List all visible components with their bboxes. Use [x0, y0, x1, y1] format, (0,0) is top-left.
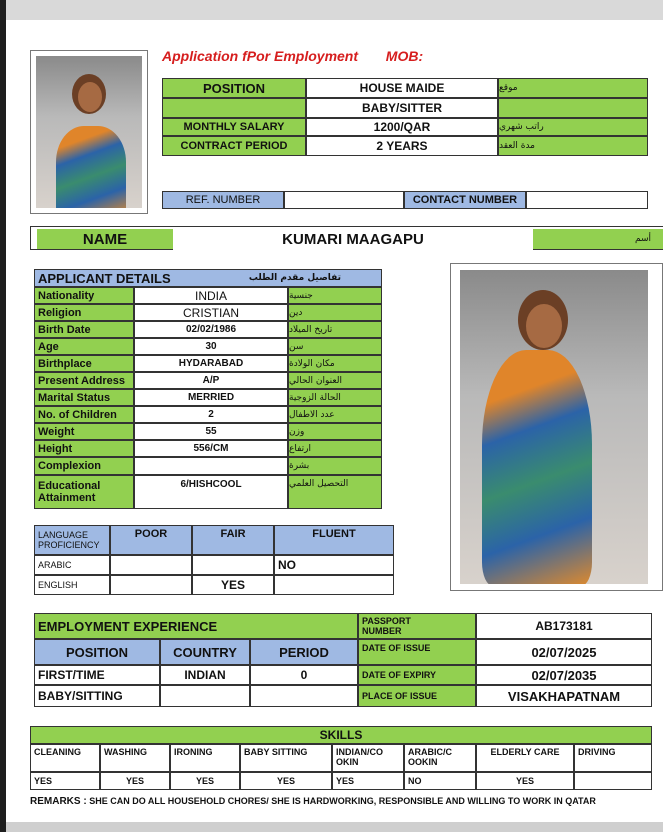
expiry-date-value: 02/07/2035 [476, 665, 652, 685]
applicant-field-value: 2 [134, 406, 288, 423]
applicant-field-label: Birth Date [34, 321, 134, 338]
issue-date-label: DATE OF ISSUE [358, 639, 476, 665]
title-text: Application fPor Employment [162, 48, 359, 64]
place-of-issue-value: VISAKHAPATNAM [476, 685, 652, 707]
skill-value: NO [404, 772, 476, 790]
applicant-field-arabic: جنسية [288, 287, 382, 304]
salary-arabic: راتب شهري [498, 118, 648, 136]
applicant-field-arabic: الحالة الزوجية [288, 389, 382, 406]
ref-number-value [284, 191, 404, 209]
applicant-field-value: HYDARABAD [134, 355, 288, 372]
skill-name-line-1: ELDERLY CARE [490, 747, 560, 757]
applicant-field-value: INDIA [134, 287, 288, 304]
arabic-fluent: NO [274, 555, 394, 575]
skill-name [404, 744, 476, 772]
skill-value [574, 772, 652, 790]
employment-row-2-period [250, 685, 358, 707]
name-label: NAME [37, 229, 173, 249]
skill-name [476, 744, 574, 772]
position-value: HOUSE MAIDE [306, 78, 498, 98]
position-arabic: موقع [498, 78, 648, 98]
applicant-field-arabic: سن [288, 338, 382, 355]
contract-arabic: مدة العقد [498, 136, 648, 156]
applicant-field-arabic: ارتفاع [288, 440, 382, 457]
passport-number-label [358, 613, 476, 639]
language-poor-header: POOR [110, 525, 192, 555]
remarks [30, 796, 596, 807]
expiry-date-label: DATE OF EXPIRY [358, 665, 476, 685]
applicant-field-arabic: عدد الاطفال [288, 406, 382, 423]
employment-title: EMPLOYMENT EXPERIENCE [34, 613, 358, 639]
contact-number-value [526, 191, 648, 209]
english-fair: YES [192, 575, 274, 595]
position-value-2: BABY/SITTER [306, 98, 498, 118]
position-arabic-2 [498, 98, 648, 118]
applicant-field-value: 02/02/1986 [134, 321, 288, 338]
applicant-field-value: 30 [134, 338, 288, 355]
application-title [162, 48, 423, 64]
name-value: KUMARI MAAGAPU [173, 228, 533, 250]
position-label: POSITION [162, 78, 306, 98]
employment-position-header: POSITION [34, 639, 160, 665]
applicant-field-arabic: وزن [288, 423, 382, 440]
language-arabic: ARABIC [34, 555, 110, 575]
passport-number-value: AB173181 [476, 613, 652, 639]
applicant-field-value: 55 [134, 423, 288, 440]
contact-number-label: CONTACT NUMBER [404, 191, 526, 209]
passport-label-1: PASSPORT [362, 616, 411, 626]
applicant-field-label: Birthplace [34, 355, 134, 372]
skill-name-line-1: BABY SITTING [244, 747, 308, 757]
skill-name [30, 744, 100, 772]
applicant-field-label: Height [34, 440, 134, 457]
applicant-field-arabic: مكان الولادة [288, 355, 382, 372]
arabic-fair [192, 555, 274, 575]
applicant-field-value: MERRIED [134, 389, 288, 406]
remarks-text: SHE CAN DO ALL HOUSEHOLD CHORES/ SHE IS HARDWORKING, RESPONSIBLE AND WILLING TO WORK IN QATAR [89, 796, 596, 806]
skill-name [240, 744, 332, 772]
contract-label: CONTRACT PERIOD [162, 136, 306, 156]
employment-country-header: COUNTRY [160, 639, 250, 665]
place-of-issue-label: PLACE OF ISSUE [358, 685, 476, 707]
skill-name [100, 744, 170, 772]
education-value: 6/HISHCOOL [134, 475, 288, 509]
skill-name-line-1: INDIAN/CO [336, 747, 383, 757]
skill-name-line-1: CLEANING [34, 747, 81, 757]
english-poor [110, 575, 192, 595]
ref-number-label: REF. NUMBER [162, 191, 284, 209]
applicant-field-value: A/P [134, 372, 288, 389]
skill-value: YES [170, 772, 240, 790]
applicant-title-text: APPLICANT DETAILS [38, 270, 171, 286]
skill-name [170, 744, 240, 772]
language-english: ENGLISH [34, 575, 110, 595]
employment-row-2-position: BABY/SITTING [34, 685, 160, 707]
applicant-field-value: CRISTIAN [134, 304, 288, 321]
english-fluent [274, 575, 394, 595]
name-arabic: أسم [623, 229, 663, 249]
skill-value: YES [240, 772, 332, 790]
applicant-field-arabic: تاريخ الميلاد [288, 321, 382, 338]
skill-value: YES [100, 772, 170, 790]
employment-row-1-country: INDIAN [160, 665, 250, 685]
language-label-2: PROFICIENCY [38, 540, 100, 550]
applicant-field-label: Complexion [34, 457, 134, 475]
applicant-field-label: Weight [34, 423, 134, 440]
salary-value: 1200/QAR [306, 118, 498, 136]
top-edge [6, 0, 663, 20]
applicant-photo-large [450, 263, 663, 591]
skill-name-line-1: ARABIC/C [408, 747, 452, 757]
language-fluent-header: FLUENT [274, 525, 394, 555]
contract-value: 2 YEARS [306, 136, 498, 156]
passport-label-2: NUMBER [362, 626, 402, 636]
skill-name-line-1: IRONING [174, 747, 213, 757]
language-header-label [34, 525, 110, 555]
position-label-2 [162, 98, 306, 118]
applicant-field-arabic: بشرة [288, 457, 382, 475]
skill-name-line-2: OKIN [336, 757, 359, 767]
language-fair-header: FAIR [192, 525, 274, 555]
applicant-field-label: Religion [34, 304, 134, 321]
employment-row-1-period: 0 [250, 665, 358, 685]
salary-label: MONTHLY SALARY [162, 118, 306, 136]
employment-row-2-country [160, 685, 250, 707]
education-arabic: التحصيل العلمي [288, 475, 382, 509]
applicant-field-arabic: العنوان الحالي [288, 372, 382, 389]
applicant-photo-small [30, 50, 148, 214]
issue-date-value: 02/07/2025 [476, 639, 652, 665]
arabic-poor [110, 555, 192, 575]
skill-name [332, 744, 404, 772]
employment-row-1-position: FIRST/TIME [34, 665, 160, 685]
name-row [30, 226, 663, 250]
remarks-label: REMARKS : [30, 796, 87, 807]
screen-edge [0, 0, 6, 832]
applicant-title-arabic: تفاصيل مقدم الطلب [248, 273, 341, 283]
applicant-details-title [34, 269, 382, 287]
skill-name-line-1: DRIVING [578, 747, 616, 757]
name-spacer [533, 229, 623, 249]
skill-name-line-1: WASHING [104, 747, 148, 757]
skill-name-line-2: OOKIN [408, 757, 438, 767]
education-label-1: Educational [38, 480, 101, 492]
mob-label: MOB: [385, 48, 424, 64]
skill-value: YES [30, 772, 100, 790]
applicant-field-value: 556/CM [134, 440, 288, 457]
applicant-field-label: No. of Children [34, 406, 134, 423]
education-label [34, 475, 134, 509]
applicant-field-value [134, 457, 288, 475]
language-label-1: LANGUAGE [38, 530, 89, 540]
skills-title: SKILLS [30, 726, 652, 744]
applicant-field-label: Nationality [34, 287, 134, 304]
applicant-field-label: Marital Status [34, 389, 134, 406]
employment-period-header: PERIOD [250, 639, 358, 665]
skill-value: YES [476, 772, 574, 790]
bottom-edge [6, 822, 663, 832]
education-label-2: Attainment [38, 492, 96, 504]
applicant-field-arabic: دين [288, 304, 382, 321]
applicant-field-label: Age [34, 338, 134, 355]
skill-value: YES [332, 772, 404, 790]
skill-name [574, 744, 652, 772]
applicant-field-label: Present Address [34, 372, 134, 389]
